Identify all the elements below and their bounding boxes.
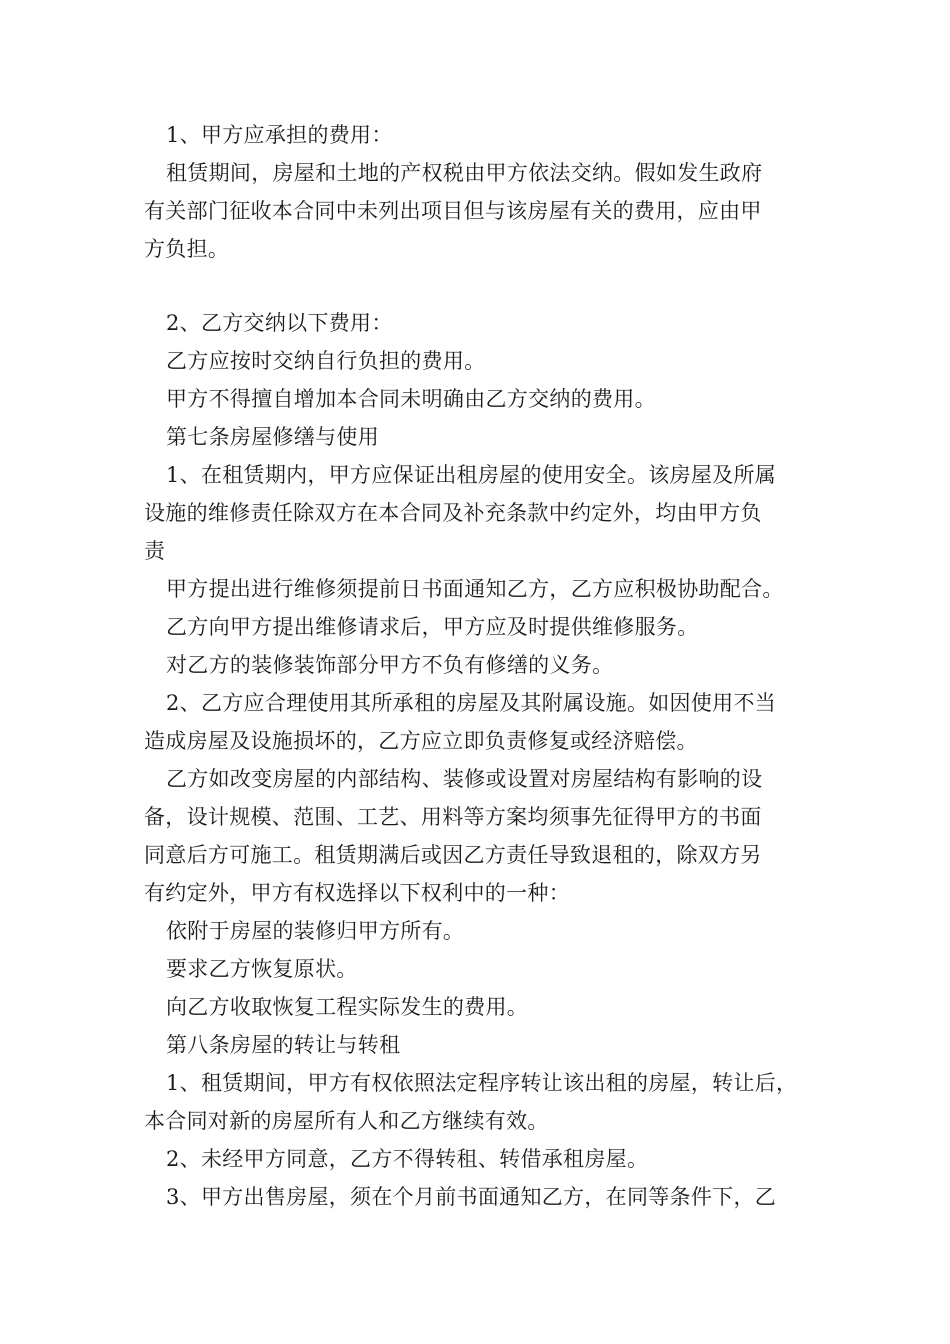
paragraph-gap: [144, 268, 834, 304]
text-line: 租赁期间，房屋和土地的产权税由甲方依法交纳。假如发生政府: [166, 161, 763, 185]
text-line: 造成房屋及设施损坏的，乙方应立即负责修复或经济赔偿。: [144, 729, 698, 753]
document-body: [144, 116, 834, 1216]
text-line: 同意后方可施工。租赁期满后或因乙方责任导致退租的，除双方另: [144, 843, 762, 867]
section-heading: 第八条房屋的转让与转租: [166, 1033, 401, 1057]
text-line: 有约定外，甲方有权选择以下权利中的一种：: [144, 881, 570, 905]
section-heading: 第七条房屋修缮与使用: [166, 425, 379, 449]
text-line: 方负担。: [144, 237, 230, 261]
text-line: 依附于房屋的装修归甲方所有。: [166, 919, 465, 943]
text-line: 乙方如改变房屋的内部结构、装修或设置对房屋结构有影响的设: [166, 767, 763, 791]
text-line: 责: [144, 539, 166, 563]
text-line: 甲方提出进行维修须提前日书面通知乙方，乙方应积极协助配合。: [166, 577, 784, 601]
text-line: 1、租赁期间，甲方有权依照法定程序转让该出租的房屋，转让后，: [166, 1071, 798, 1095]
text-line: 甲方不得擅自增加本合同未明确由乙方交纳的费用。: [166, 387, 656, 411]
text-line: 乙方应按时交纳自行负担的费用。: [166, 349, 486, 373]
text-line: 1、甲方应承担的费用：: [166, 123, 393, 147]
text-line: 要求乙方恢复原状。: [166, 957, 358, 981]
text-line: 向乙方收取恢复工程实际发生的费用。: [166, 995, 529, 1019]
text-line: 备，设计规模、范围、工艺、用料等方案均须事先征得甲方的书面: [144, 805, 762, 829]
text-line: 有关部门征收本合同中未列出项目但与该房屋有关的费用，应由甲: [144, 199, 762, 223]
text-line: 乙方向甲方提出维修请求后，甲方应及时提供维修服务。: [166, 615, 699, 639]
text-line: 对乙方的装修装饰部分甲方不负有修缮的义务。: [166, 653, 614, 677]
text-line: 设施的维修责任除双方在本合同及补充条款中约定外，均由甲方负: [144, 501, 762, 525]
text-line: 1、在租赁期内，甲方应保证出租房屋的使用安全。该房屋及所属: [166, 463, 777, 487]
text-line: 2、未经甲方同意，乙方不得转租、转借承租房屋。: [166, 1147, 649, 1171]
text-line: 本合同对新的房屋所有人和乙方继续有效。: [144, 1109, 549, 1133]
text-line: 3、甲方出售房屋，须在个月前书面通知乙方，在同等条件下，乙: [166, 1185, 777, 1209]
text-line: 2、乙方应合理使用其所承租的房屋及其附属设施。如因使用不当: [166, 691, 777, 715]
text-line: 2、乙方交纳以下费用：: [166, 311, 393, 335]
